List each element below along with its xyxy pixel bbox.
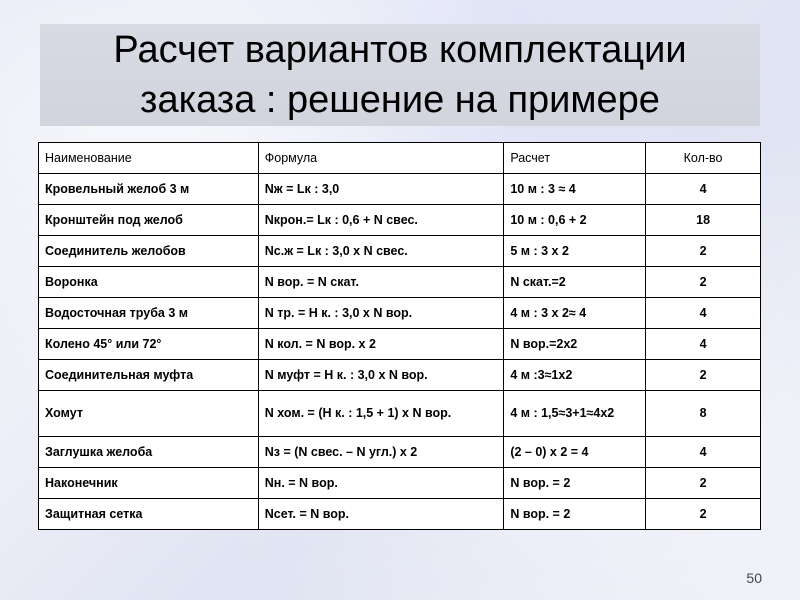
cell-calculation: N вор.=2х2	[504, 329, 646, 360]
cell-calculation: N вор. = 2	[504, 499, 646, 530]
cell-quantity: 8	[646, 391, 761, 437]
cell-formula: N вор. = N скат.	[258, 267, 504, 298]
cell-calculation: 4 м : 1,5≈3+1≈4х2	[504, 391, 646, 437]
slide-title	[40, 24, 760, 126]
cell-calculation: 10 м : 3 ≈ 4	[504, 174, 646, 205]
cell-calculation: N вор. = 2	[504, 468, 646, 499]
slide-title-line-1: Расчет вариантов комплектации	[113, 29, 687, 71]
cell-name: Хомут	[39, 391, 259, 437]
table-row	[39, 391, 761, 437]
cell-name: Воронка	[39, 267, 259, 298]
header-calculation: Расчет	[504, 143, 646, 174]
cell-quantity: 2	[646, 499, 761, 530]
cell-calculation: N скат.=2	[504, 267, 646, 298]
table-row	[39, 267, 761, 298]
cell-formula: Nсет. = N вор.	[258, 499, 504, 530]
cell-name: Кронштейн под желоб	[39, 205, 259, 236]
cell-quantity: 4	[646, 298, 761, 329]
table-row	[39, 298, 761, 329]
cell-formula: N муфт = Н к. : 3,0 х N вор.	[258, 360, 504, 391]
cell-quantity: 4	[646, 437, 761, 468]
cell-name: Водосточная труба 3 м	[39, 298, 259, 329]
cell-formula: N кол. = N вор. х 2	[258, 329, 504, 360]
cell-quantity: 2	[646, 468, 761, 499]
page-number: 50	[746, 570, 762, 586]
table-row	[39, 236, 761, 267]
header-formula: Формула	[258, 143, 504, 174]
cell-calculation: 4 м :3≈1х2	[504, 360, 646, 391]
cell-calculation: 10 м : 0,6 + 2	[504, 205, 646, 236]
cell-formula: N хом. = (Н к. : 1,5 + 1) х N вор.	[258, 391, 504, 437]
cell-calculation: 4 м : 3 х 2≈ 4	[504, 298, 646, 329]
cell-calculation: 5 м : 3 х 2	[504, 236, 646, 267]
calculation-table	[38, 142, 761, 530]
cell-name: Колено 45° или 72°	[39, 329, 259, 360]
slide-title-line-2: заказа : решение на примере	[140, 79, 660, 121]
cell-calculation: (2 – 0) х 2 = 4	[504, 437, 646, 468]
cell-name: Защитная сетка	[39, 499, 259, 530]
cell-quantity: 2	[646, 236, 761, 267]
cell-name: Соединительная муфта	[39, 360, 259, 391]
cell-quantity: 18	[646, 205, 761, 236]
table-row	[39, 468, 761, 499]
cell-formula: Nс.ж = Lк : 3,0 х N свес.	[258, 236, 504, 267]
cell-name: Заглушка желоба	[39, 437, 259, 468]
table-row	[39, 329, 761, 360]
cell-formula: Nз = (N свес. – N угл.) х 2	[258, 437, 504, 468]
table-row	[39, 174, 761, 205]
cell-quantity: 2	[646, 267, 761, 298]
table-row	[39, 437, 761, 468]
header-name: Наименование	[39, 143, 259, 174]
cell-formula: N тр. = Н к. : 3,0 х N вор.	[258, 298, 504, 329]
cell-quantity: 4	[646, 174, 761, 205]
cell-name: Наконечник	[39, 468, 259, 499]
cell-quantity: 4	[646, 329, 761, 360]
cell-quantity: 2	[646, 360, 761, 391]
header-quantity: Кол-во	[646, 143, 761, 174]
table-header-row	[39, 143, 761, 174]
table-row	[39, 205, 761, 236]
cell-name: Соединитель желобов	[39, 236, 259, 267]
table-row	[39, 499, 761, 530]
cell-formula: Nн. = N вор.	[258, 468, 504, 499]
cell-formula: Nж = Lк : 3,0	[258, 174, 504, 205]
table-row	[39, 360, 761, 391]
cell-name: Кровельный желоб 3 м	[39, 174, 259, 205]
cell-formula: Nкрон.= Lк : 0,6 + N свес.	[258, 205, 504, 236]
